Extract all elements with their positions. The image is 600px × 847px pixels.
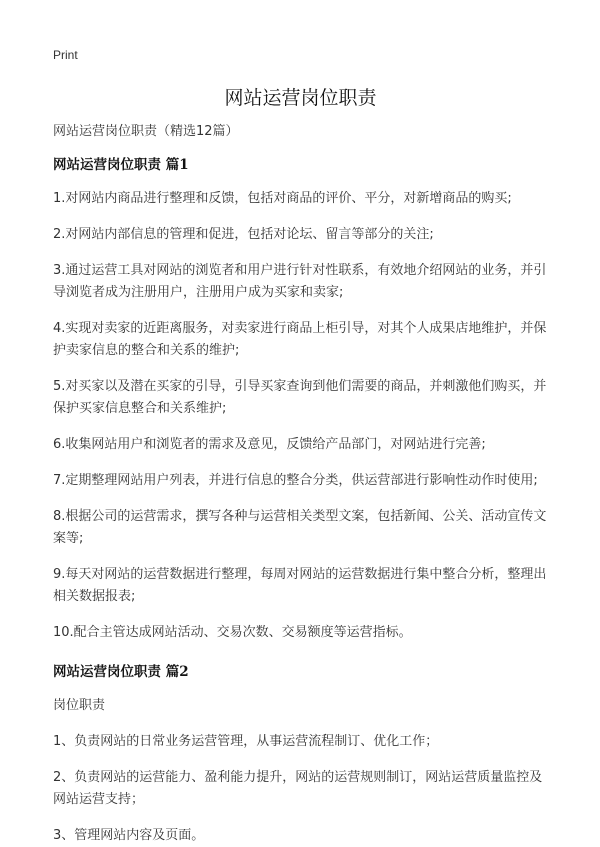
document-title: 网站运营岗位职责 — [224, 87, 377, 109]
document-subtitle: 网站运营岗位职责（精选12篇） — [53, 124, 239, 139]
section-heading-2: 网站运营岗位职责 篇2 — [53, 664, 189, 680]
section-1-list — [53, 188, 548, 644]
section-heading-1: 网站运营岗位职责 篇1 — [53, 157, 189, 173]
list-item: 9.每天对网站的运营数据进行整理，每周对网站的运营数据进行集中整合分析，整理出相关数据报表; — [53, 567, 547, 604]
list-item: 6.收集网站用户和浏览者的需求及意见，反馈给产品部门，对网站进行完善; — [53, 437, 486, 452]
list-item: 4.实现对卖家的近距离服务，对卖家进行商品上柜引导，对其个人成果店地维护，并保护卖家信息的整合和关系的维护; — [53, 321, 547, 358]
list-item: 1、负责网站的日常业务运营管理，从事运营流程制订、优化工作； — [53, 734, 439, 749]
list-item: 3.通过运营工具对网站的浏览者和用户进行针对性联系，有效地介绍网站的业务，并引导浏览者成为注册用户，注册用户成为买家和卖家; — [53, 263, 547, 300]
list-item: 8.根据公司的运营需求，撰写各种与运营相关类型文案，包括新闻、公关、活动宣传文案等; — [53, 509, 547, 546]
section-2-label: 岗位职责 — [53, 698, 106, 713]
list-item: 10.配合主管达成网站活动、交易次数、交易额度等运营指标。 — [53, 625, 412, 640]
list-item: 7.定期整理网站用户列表，并进行信息的整合分类，供运营部进行影响性动作时使用; — [53, 473, 538, 488]
list-item: 5.对买家以及潜在买家的引导，引导买家查询到他们需要的商品，并刺激他们购买，并保护买家信息整合和关系维护; — [53, 379, 547, 416]
list-item: 2.对网站内部信息的管理和促进，包括对论坛、留言等部分的关注; — [53, 227, 434, 242]
list-item: 2、负责网站的运营能力、盈利能力提升，网站的运营规则制订，网站运营质量监控及网站运营支持； — [53, 770, 543, 807]
print-link[interactable]: Print — [53, 48, 78, 62]
section-2-list — [53, 731, 548, 847]
list-item: 1.对网站内商品进行整理和反馈，包括对商品的评价、平分，对新增商品的购买; — [53, 191, 512, 206]
list-item: 3、管理网站内容及页面。 — [53, 828, 205, 843]
